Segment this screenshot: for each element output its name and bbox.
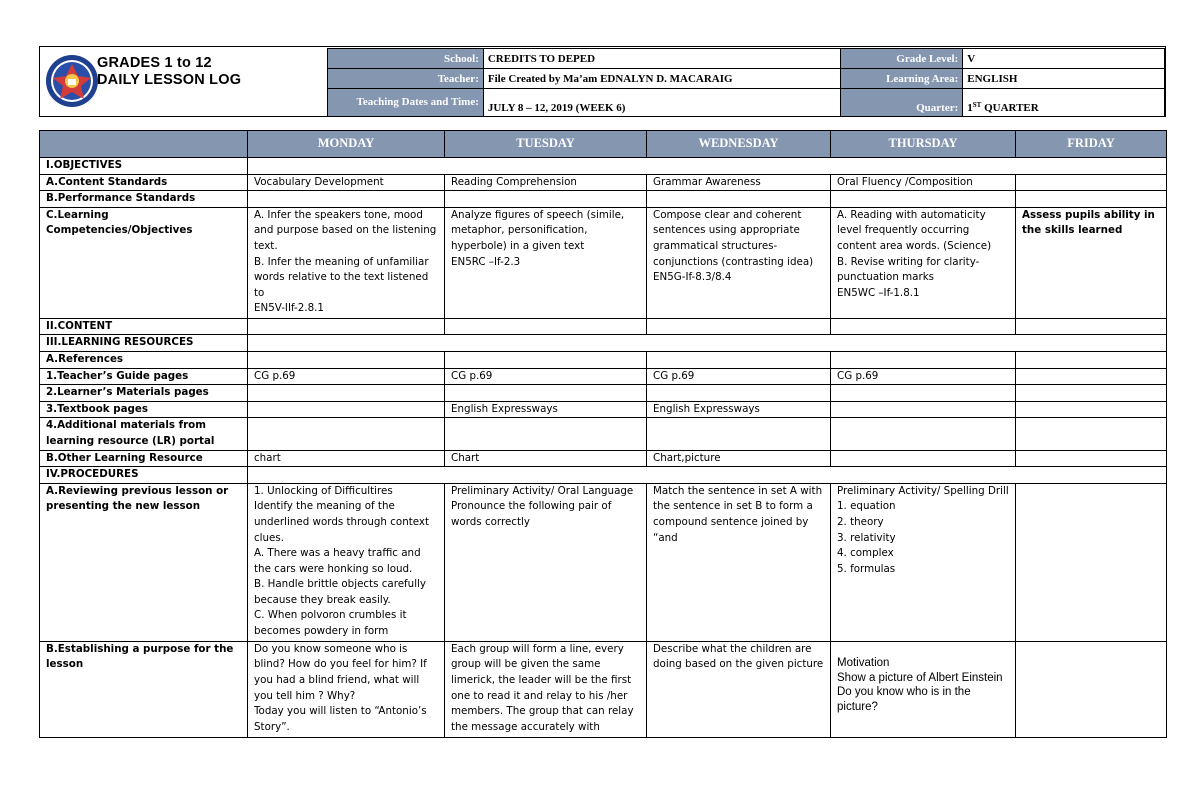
quarter-value [963,89,1165,117]
cell-tuesday: Preliminary Activity/ Oral Language Pronounce the following pair of words correctly [445,483,647,641]
cell-wednesday [647,191,831,208]
row-additional-materials [40,418,1167,450]
row-label-content-standards: A.Content Standards [40,174,248,191]
cell-tuesday [445,385,647,402]
cell-monday [248,191,445,208]
row-label-reviewing: A.Reviewing previous lesson or presenting the new lesson [40,483,248,641]
row-label-performance-standards: B.Performance Standards [40,191,248,208]
day-header-thursday: THURSDAY [831,131,1016,158]
cell-friday [1016,174,1167,191]
cell-tuesday [445,191,647,208]
row-label-teachers-guide: 1.Teacher’s Guide pages [40,368,248,385]
quarter-label: Quarter: [840,89,963,117]
cell-tuesday: Each group will form a line, every group will be given the same limerick, the leader will be the first one to read it and relay to his /her members. The group that can relay the message accurately with [445,641,647,737]
header-corner-cell [40,131,248,158]
cell-tuesday: Chart [445,450,647,467]
cell-monday: Vocabulary Development [248,174,445,191]
cell-friday [1016,351,1167,368]
cell-wednesday: English Expressways [647,401,831,418]
grade-level-value: V [963,49,1165,69]
row-textbook [40,401,1167,418]
day-header-wednesday: WEDNESDAY [647,131,831,158]
row-label-additional-materials: 4.Additional materials from learning resource (LR) portal [40,418,248,450]
section-span-cell [248,467,1167,484]
cell-friday [1016,191,1167,208]
cell-monday [248,351,445,368]
cell-tuesday: CG p.69 [445,368,647,385]
cell-monday: CG p.69 [248,368,445,385]
lesson-log-table [39,130,1167,738]
section-row-procedures [40,467,1167,484]
cell-thursday: A. Reading with automaticity level frequently occurring content area words. (Science) B. Revise writing for clarity- punctuation marks EN5WC –If-1.8.1 [831,207,1016,318]
cell-wednesday: Match the sentence in set A with the sentence in set B to form a compound sentence joined by “and [647,483,831,641]
cell-wednesday: Compose clear and coherent sentences using appropriate grammatical structures- conjunctions (contrasting idea) EN5G-If-8.3/8.4 [647,207,831,318]
row-label-objectives: I.OBJECTIVES [40,158,248,175]
grade-level-label: Grade Level: [840,49,963,69]
row-purpose [40,641,1167,737]
day-header-monday: MONDAY [248,131,445,158]
row-label-content: II.CONTENT [40,318,248,335]
cell-monday: 1. Unlocking of Difficultires Identify the meaning of the underlined words through context clues. A. There was a heavy traffic and the cars were honking so loud. B. Handle brittle objects carefully because they break easily. C. When polvoron crumbles it becomes powdery in form [248,483,445,641]
row-label-purpose: B.Establishing a purpose for the lesson [40,641,248,737]
cell-tuesday: Reading Comprehension [445,174,647,191]
row-other-resource [40,450,1167,467]
cell-thursday: Motivation Show a picture of Albert Einstein Do you know who is in the picture? [831,641,1016,737]
row-label-learners-materials: 2.Learner’s Materials pages [40,385,248,402]
cell-friday [1016,401,1167,418]
school-value: CREDITS TO DEPED [483,49,840,69]
cell-thursday: Preliminary Activity/ Spelling Drill 1. equation 2. theory 3. relativity 4. complex 5. formulas [831,483,1016,641]
cell-thursday [831,385,1016,402]
row-content-standards [40,174,1167,191]
cell-thursday [831,450,1016,467]
cell-wednesday [647,351,831,368]
quarter-text: QUARTER [981,102,1039,114]
cell-wednesday [647,318,831,335]
section-span-cell [248,335,1167,352]
cell-monday: A. Infer the speakers tone, mood and purpose based on the listening text. B. Infer the meaning of unfamiliar words relative to the text listened to EN5V-IIf-2.8.1 [248,207,445,318]
school-label: School: [328,49,484,69]
cell-friday: Assess pupils ability in the skills learned [1016,207,1167,318]
deped-seal-icon [45,54,99,108]
cell-tuesday: Analyze figures of speech (simile, metaphor, personification, hyperbole) in a given text EN5RC –If-2.3 [445,207,647,318]
cell-thursday: CG p.69 [831,368,1016,385]
row-label-other-resource: B.Other Learning Resource [40,450,248,467]
cell-monday [248,401,445,418]
row-label-competencies: C.Learning Competencies/Objectives [40,207,248,318]
cell-thursday [831,351,1016,368]
cell-tuesday [445,418,647,450]
row-competencies [40,207,1167,318]
learning-area-label: Learning Area: [840,69,963,89]
cell-thursday: Oral Fluency /Composition [831,174,1016,191]
cell-wednesday: Describe what the children are doing based on the given picture [647,641,831,737]
cell-friday [1016,418,1167,450]
cell-monday [248,385,445,402]
cell-tuesday [445,351,647,368]
learning-area-value: ENGLISH [963,69,1165,89]
row-references [40,351,1167,368]
cell-friday [1016,385,1167,402]
cell-monday [248,418,445,450]
row-performance-standards [40,191,1167,208]
cell-thursday [831,318,1016,335]
cell-tuesday: English Expressways [445,401,647,418]
row-learners-materials [40,385,1167,402]
quarter-number: 1 [967,102,973,114]
cell-friday [1016,318,1167,335]
row-content [40,318,1167,335]
info-table [327,48,1165,117]
cell-thursday [831,401,1016,418]
teaching-dates-value: JULY 8 – 12, 2019 (WEEK 6) [483,89,840,117]
teacher-value: File Created by Ma’am EDNALYN D. MACARAIG [483,69,840,89]
title-line-2: DAILY LESSON LOG [97,72,242,88]
row-label-references: A.References [40,351,248,368]
day-header-friday: FRIDAY [1016,131,1167,158]
row-reviewing [40,483,1167,641]
row-label-resources: III.LEARNING RESOURCES [40,335,248,352]
quarter-suffix: ST [972,101,982,109]
cell-friday [1016,641,1167,737]
day-header-tuesday: TUESDAY [445,131,647,158]
cell-wednesday: Grammar Awareness [647,174,831,191]
cell-friday [1016,450,1167,467]
cell-monday: chart [248,450,445,467]
cell-thursday [831,418,1016,450]
cell-friday [1016,483,1167,641]
row-label-procedures: IV.PROCEDURES [40,467,248,484]
cell-tuesday [445,318,647,335]
cell-monday [248,318,445,335]
cell-wednesday [647,418,831,450]
day-header-row [40,131,1167,158]
header-box [39,46,1166,117]
title-line-1: GRADES 1 to 12 [97,55,212,71]
row-teachers-guide [40,368,1167,385]
row-label-textbook: 3.Textbook pages [40,401,248,418]
teacher-label: Teacher: [328,69,484,89]
cell-wednesday: CG p.69 [647,368,831,385]
cell-wednesday [647,385,831,402]
cell-thursday [831,191,1016,208]
section-row-resources [40,335,1167,352]
cell-wednesday: Chart,picture [647,450,831,467]
section-row-objectives [40,158,1167,175]
cell-friday [1016,368,1167,385]
document-title [97,55,241,89]
section-span-cell [248,158,1167,175]
cell-monday: Do you know someone who is blind? How do you feel for him? If you had a blind friend, what will you tell him ? Why? Today you will listen to “Antonio’s Story”. [248,641,445,737]
teaching-dates-label: Teaching Dates and Time: [328,89,484,117]
